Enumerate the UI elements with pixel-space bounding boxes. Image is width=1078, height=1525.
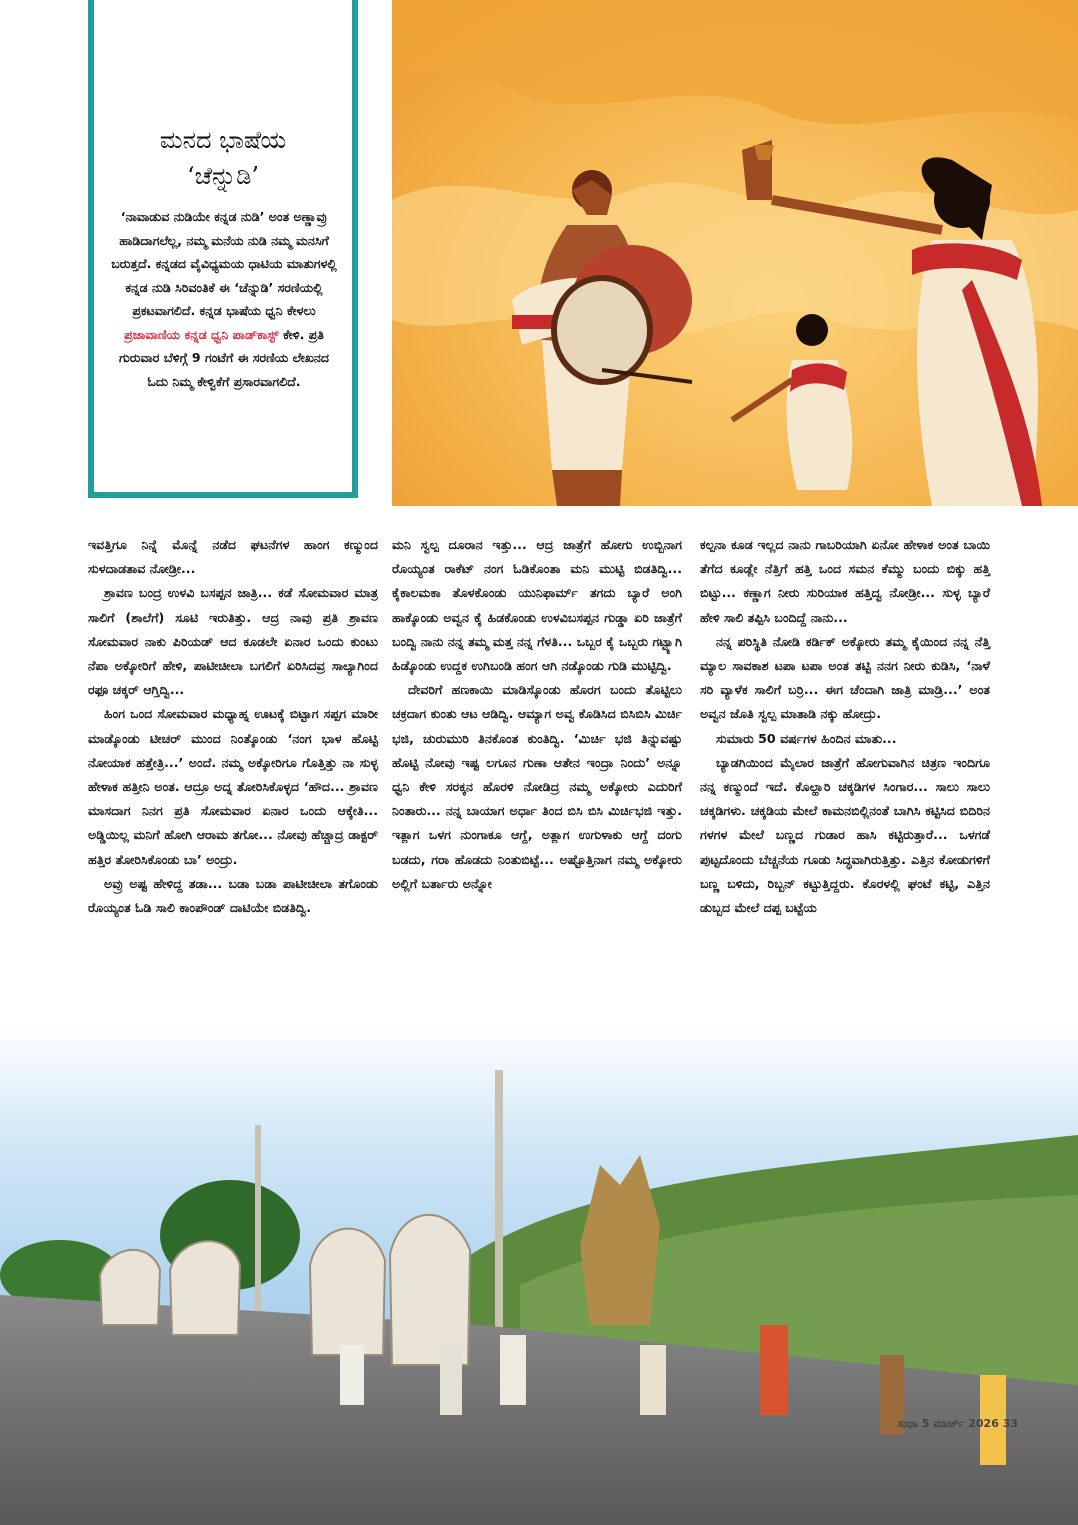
series-title: ಮನದ ಭಾಷೆಯ ‘ಚೆನ್ನುಡಿ’ (159, 126, 287, 190)
paragraph: ಬ್ಯಾಡಗಿಯಿಂದ ಮೈಲಾರ ಜಾತ್ರೆಗೆ ಹೋಗುವಾಗಿನ ಚಿತ್ರಣ ಇಂದಿಗೂ ನನ್ನ ಕಣ್ಮುಂದೆ ಇದೆ. ಕೊಲ್ಹಾರಿ ಚಕ್ಕಡಿಗಳ ಸಿಂಗಾರ... ಸಾಲು ಸಾಲು ಚಕ್ಕಡಿಗಳು. ಚಕ್ಕಡಿಯ ಮೇಲೆ ಕಾಮನಬಿಲ್ಲಿನಂತೆ ಬಾಗಿಸಿ ಕಟ್ಟಿಸಿದ ಬಿದಿರಿನ ಗಳಗಳ ಮೇಲೆ ಬಣ್ಣದ ಗುಡಾರ ಹಾಸಿ ಕಟ್ಟಿರುತ್ತಾರೆ... ಒಳಗಡೆ ಪುಟ್ಟದೊಂದು ಬೆಚ್ಚನೆಯ ಗೂಡು ಸಿದ್ಧವಾಗಿರುತ್ತಿತ್ತು. ಎತ್ತಿನ ಕೋಡುಗಳಿಗೆ ಬಣ್ಣ ಬಳಿದು, ರಿಬ್ಬನ್ ಕಟ್ಟುತ್ತಿದ್ದರು. ಕೊರಳಲ್ಲಿ ಘಂಟೆ ಕಟ್ಟಿ, ಎತ್ತಿನ ಡುಬ್ಬದ ಮೇಲೆ ದಪ್ಪ ಬಟ್ಟೆಯ (700, 754, 990, 916)
paragraph: ಶ್ರಾವಣ ಬಂದ್ರ ಉಳವಿ ಬಸಪ್ಪನ ಜಾತ್ರಿ... ಕಡೆ ಸೋಮವಾರ ಮಾತ್ರ ಸಾಲಿಗೆ (ಶಾಲೆಗೆ) ಸೂಟಿ ಇರುತಿತ್ತು. ಆದ್ರ ನಾವು ಪ್ರತಿ ಶ್ರಾವಣ ಸೋಮವಾರ ನಾಕು ಪಿರಿಯಡ್ ಆದ ಕೂಡಲೇ ಏನಾರ ಒಂದು ಕುಂಟು ನೆಪಾ ಅಕ್ಕೋರಿಗೆ ಹೇಳಿ, ಪಾಟೀಚೀಲಾ ಬಗಲಿಗೆ ಏರಿಸಿದವ್ರ ಸಾಲ್ಯಾಗಿಂದ ರಫೂ ಚಕ್ಕರ್ ಆಗ್ತಿದ್ವಿ... (88, 585, 378, 698)
paragraph: ನನ್ನ ಪರಿಸ್ಥಿತಿ ನೋಡಿ ಕರ್ಡಿಕ್ ಅಕ್ಕೋರು ತಮ್ಮ ಕೈಯಿಂದ ನನ್ನ ನೆತ್ತಿ ಮ್ಯಾಲ ಸಾವಕಾಶ ಟಪಾ ಟಪಾ ಅಂತ ತಟ್ಟಿ ನನಗ ನೀರು ಕುಡಿಸಿ, ‘ನಾಳೆ ಸರಿ ವ್ಯಾಳೆಕ ಸಾಲಿಗೆ ಬರ್ರಿ... ಈಗ ಚೆಂದಾಗಿ ಜಾತ್ರಿ ಮಾಡ್ರಿ...’ ಅಂತ ಅವ್ವನ ಜೊತಿ ಸ್ವಲ್ಪ ಮಾತಾಡಿ ನಕ್ಕು ಹೋದ್ರು. (700, 633, 990, 722)
bullock-cart-procession-image (0, 1025, 1078, 1525)
series-info-box (88, 0, 358, 498)
paragraph: ದೇವರಿಗೆ ಹಣಕಾಯಿ ಮಾಡಿಸ್ಕೊಂಡು ಹೊರಗ ಬಂದು ತೊಟ್ಟಿಲು ಚಕ್ರದಾಗ ಕುಂತು ಆಟ ಆಡಿದ್ವಿ. ಆಮ್ಯಾಗ ಅವ್ವ ಕೊಡಿಸಿದ ಬಿಸಿಬಿಸಿ ಮಿರ್ಚಿ ಭಜಿ, ಚುರುಮುರಿ ತಿನಕೊಂತ ಕುಂತಿದ್ವಿ. ‘ಮಿರ್ಚಿ ಭಜಿ ತಿನ್ನುವಷ್ಟು ಹೊಟ್ಟಿ ನೋವು ಇಷ್ಟ ಲಗೂನ ಗುಣಾ ಆತೇನ ಇಂದ್ರಾ ನಿಂದು’ ಅನ್ನೂ ಧ್ವನಿ ಕೇಳಿ ಸರಕ್ಕನ ಹೊರಳಿ ನೋಡಿದ್ರ ನಮ್ಮ ಅಕ್ಕೋರು ಎದುರಿಗೆ ನಿಂತಾರು... ನನ್ನ ಬಾಯಾಗ ಅರ್ಧಾ ತಿಂದ ಬಿಸಿ ಬಿಸಿ ಮಿರ್ಚಿಭಜಿ ಇತ್ತು. ಇತ್ಲಾಗ ಒಳಗ ನುಂಗಾಕೂ ಆಗ್ದೆ, ಅತ್ಲಾಗ ಉಗುಳಾಕು ಆಗ್ದೆ ದಂಗು ಬಡದು, ಗರಾ ಹೊಡದು ನಿಂತುಬಿಟ್ಟೆ... ಅಷ್ಟೊತ್ತಿನಾಗ ನಮ್ಮ ಅಕ್ಕೋರು ಅಲ್ಲಿಗೆ ಬರ್ತಾರು ಅನ್ನೋ (392, 682, 682, 891)
festival-illustration (392, 0, 1078, 506)
paragraph: ಕಲ್ಪನಾ ಕೂಡ ಇಲ್ಲದ ನಾನು ಗಾಬರಿಯಾಗಿ ಏನೋ ಹೇಳಾಕ ಅಂತ ಬಾಯಿ ತೆಗೆದ ಕೂಡ್ಲೇ ನೆತ್ತಿಗೆ ಹತ್ತಿ ಒಂದ ಸಮನ ಕೆಮ್ಮು ಬಂದು ಬಿಕ್ಕು ಹತ್ತಿ ಬಿಟ್ಟು... ಕಣ್ಣಾಗ ನೀರು ಸುರಿಯಾಕ ಹತ್ತಿದ್ವ ನೋಡ್ರೀ... ಸುಳ್ಳ ಬ್ಯಾರೆ ಹೇಳಿ ಸಾಲಿ ತಪ್ಪಿಸಿ ಬಂದಿದ್ದೆ ನಾನು... (700, 537, 990, 625)
paragraph: ಇವತ್ತಿಗೂ ನಿನ್ನೆ ಮೊನ್ನೆ ನಡೆದ ಘಟನೆಗಳ ಹಾಂಗ ಕಣ್ಮುಂದ ಸುಳದಾಡತಾವ ನೋಡ್ರೀ... (88, 537, 378, 577)
podcast-highlight: ಪ್ರಜಾವಾಣಿಯ ಕನ್ನಡ ಧ್ವನಿ ಪಾಡ್‌ಕಾಸ್ಟ್ (124, 326, 279, 342)
page-footer: ಸುಧಾ 5 ಮಾರ್ಚ್ 2026 33 (897, 1417, 1018, 1430)
article-column-3 (700, 533, 990, 920)
article-column-2 (392, 533, 682, 896)
paragraph: ಸುಮಾರು 50 ವರ್ಷಗಳ ಹಿಂದಿನ ಮಾತು... (716, 730, 897, 746)
paragraph: ಹಿಂಗ ಒಂದ ಸೋಮವಾರ ಮಧ್ಯಾಹ್ನ ಊಟಕ್ಕೆ ಬಿಟ್ಟಾಗ ಸಪ್ಪಗ ಮಾರೀ ಮಾಡ್ಕೊಂಡು ಟೀಚರ್ ಮುಂದ ನಿಂತ್ಕೊಂಡು ‘ನಂಗ ಭಾಳ ಹೊಟ್ಟಿ ನೋಯಾಕ ಹತ್ತೇತ್ರಿ...’ ಅಂದೆ. ನಮ್ಮ ಅಕ್ಕೋರಿಗೂ ಗೊತ್ತಿತ್ತು ನಾ ಸುಳ್ಳ ಹೇಳಾಕ ಹತ್ತೀನಿ ಅಂತ. ಆದ್ರೂ ಅದ್ನ ತೋರಿಸಿಕೊಳ್ಳದ ‘ಹೌದ... ಶ್ರಾವಣ ಮಾಸದಾಗ ನಿನಗ ಪ್ರತಿ ಸೋಮವಾರ ಏನಾರ ಒಂದು ಆಕ್ಕೇತಿ... ಅಡ್ಡಿಯಿಲ್ಲ ಮನಿಗೆ ಹೋಗಿ ಆರಾಮ ತಗೋ... ನೋವು ಹೆಚ್ಚಾದ್ರ ಡಾಕ್ಟರ್ ಹತ್ತಿರ ತೋರಿಸಿಕೊಂಡು ಬಾ’ ಅಂದ್ರು. (88, 706, 378, 867)
jatre-procession-photo (0, 1025, 1078, 1525)
paragraph: ಮನಿ ಸ್ವಲ್ಪ ದೂರಾನ ಇತ್ತು... ಆದ್ರ ಜಾತ್ರೆಗೆ ಹೋಗು ಉಬ್ಬಿನಾಗ ರೊಯ್ಯಂತ ರಾಕೆಟ್ ನಂಗ ಓಡಿಕೊಂತಾ ಮನಿ ಮುಟ್ಟಿ ಬಿಡತಿದ್ವಿ... ಕೈಕಾಲಮಕಾ ತೊಳಕೊಂಡು ಯುನಿಫಾರ್ಮ್ ತಗದು ಬ್ಯಾರೆ ಅಂಗಿ ಹಾಕ್ಕೊಂಡು ಅವ್ವನ ಕೈ ಹಿಡಕೊಂಡು ಉಳವಿಬಸಪ್ಪನ ಗುಡ್ಡಾ ಏರಿ ಜಾತ್ರೆಗೆ ಬಂದ್ವಿ ನಾನು ನನ್ನ ತಮ್ಮ ಮತ್ತ ನನ್ನ ಗೆಳತಿ... ಒಬ್ಬರ ಕೈ ಒಬ್ಬರು ಗಟ್ಟ್ಯಾಗಿ ಹಿಡ್ಕೊಂಡು ಉದ್ದಕ ಉಗಿಬಂಡಿ ಹಂಗ ಆಗಿ ನಡ್ಕೊಂಡು ಗುಡಿ ಮುಟ್ಟಿದ್ವಿ. (392, 537, 682, 674)
drummer-dancers-illustration (392, 0, 1078, 506)
series-description: ‘ನಾವಾಡುವ ನುಡಿಯೇ ಕನ್ನಡ ನುಡಿ’ ಅಂತ ಅಣ್ಣಾವ್ರು ಹಾಡಿದಾಗಲೆಲ್ಲ, ನಮ್ಮ ಮನೆಯ ನುಡಿ ನಮ್ಮ ಮನಸಿಗೆ ಬರುತ್ತದೆ. ಕನ್ನಡದ ವೈವಿಧ್ಯಮಯ ಧಾಟಿಯ ಮಾತುಗಳಲ್ಲಿ ಕನ್ನಡ ನುಡಿ ಸಿರಿವಂತಿಕೆ ಈ ‘ಚೆನ್ನುಡಿ’ ಸರಣಿಯಲ್ಲಿ ಪ್ರಕಟವಾಗಲಿದೆ. ಕನ್ನಡ ಭಾಷೆಯ ಧ್ವನಿ ಕೇಳಲು ಪ್ರಜಾವಾಣಿಯ ಕನ್ನಡ ಧ್ವನಿ ಪಾಡ್‌ಕಾಸ್ಟ್ ಕೇಳಿ. ಪ್ರತಿ ಗುರುವಾರ ಬೆಳಿಗ್ಗೆ 9 ಗಂಟೆಗೆ ಈ ಸರಣಿಯ ಲೇಖನದ ಓದು ನಿಮ್ಮ ಕೇಳ್ವಿಕೆಗೆ ಪ್ರಸಾರವಾಗಲಿದೆ. (111, 209, 337, 389)
paragraph: ಅವ್ರು ಅಷ್ಟ ಹೇಳಿದ್ದ ತಡಾ... ಬಡಾ ಬಡಾ ಪಾಟೀಚೀಲಾ ತಗೊಂಡು ರೊಯ್ಯಂತ ಓಡಿ ಸಾಲಿ ಕಾಂಪೌಂಡ್ ದಾಟಿಯೇ ಬಿಡತಿದ್ವಿ. (88, 875, 378, 916)
article-column-1 (88, 533, 378, 920)
